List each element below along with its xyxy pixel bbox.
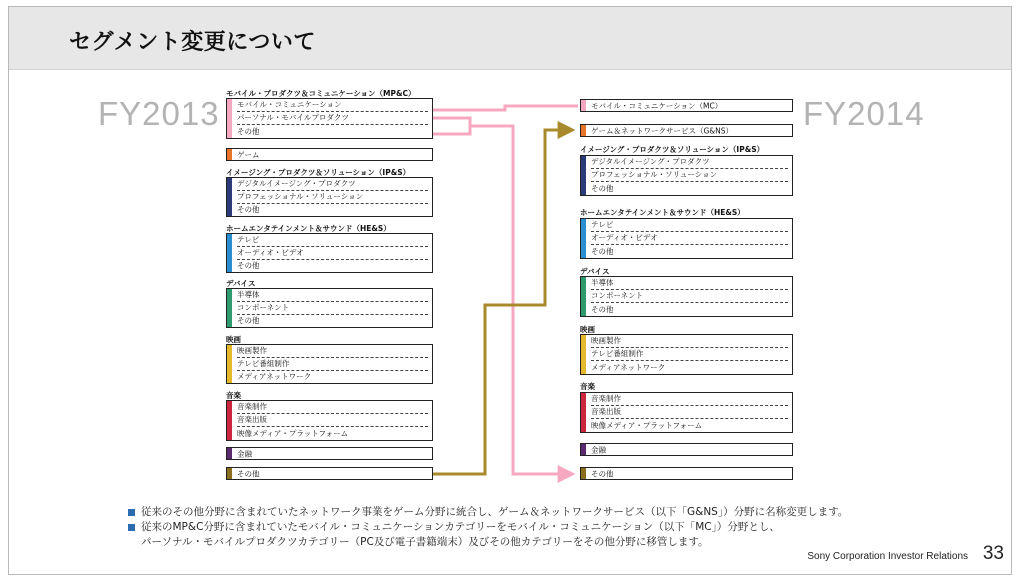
left-ips-box bbox=[226, 177, 433, 217]
left-mpc-item-3: その他 bbox=[237, 127, 260, 136]
right-devices-item-2: コンポーネント bbox=[591, 291, 644, 300]
notes bbox=[128, 505, 848, 550]
left-pictures-item-1: 映画製作 bbox=[237, 346, 267, 355]
left-pictures-label: 映画 bbox=[226, 335, 241, 344]
bullet-icon bbox=[128, 509, 135, 516]
left-devices-item-2: コンポーネント bbox=[237, 303, 290, 312]
right-music-item-1: 音楽制作 bbox=[591, 394, 621, 403]
right-hes-item-3: その他 bbox=[591, 247, 614, 256]
fy2013-label: FY2013 bbox=[98, 95, 220, 132]
left-music-item-1: 音楽制作 bbox=[237, 402, 267, 411]
left-hes-item-3: その他 bbox=[237, 261, 260, 270]
right-pictures-item-1: 映画製作 bbox=[591, 336, 621, 345]
right-ips-box bbox=[580, 155, 793, 196]
left-hes-label: ホームエンタテインメント＆サウンド（HE&S） bbox=[226, 224, 391, 233]
right-ips-item-1: デジタルイメージング・プロダクツ bbox=[591, 157, 710, 166]
left-music-label: 音楽 bbox=[226, 391, 241, 400]
left-other-box bbox=[226, 467, 433, 480]
right-hes-item-1: テレビ bbox=[591, 220, 614, 229]
right-pictures-item-3: メディアネットワーク bbox=[591, 363, 666, 372]
left-ips-label: イメージング・プロダクツ＆ソリューション（IP&S） bbox=[226, 168, 411, 177]
right-mc-box bbox=[580, 99, 793, 112]
mpc-bracket bbox=[433, 118, 470, 134]
page-number: 33 bbox=[982, 543, 1004, 564]
footer-company: Sony Corporation Investor Relations bbox=[807, 551, 968, 562]
left-music-box bbox=[226, 400, 433, 441]
left-music-item-2: 音楽出版 bbox=[237, 415, 267, 424]
right-hes-label: ホームエンタテインメント＆サウンド（HE&S） bbox=[580, 208, 745, 217]
right-gns-label: ゲーム＆ネットワークサービス（G&NS） bbox=[591, 126, 734, 135]
right-music-item-3: 映像メディア・プラットフォーム bbox=[591, 421, 703, 430]
left-pictures-box bbox=[226, 344, 433, 384]
fy2014-label: FY2014 bbox=[803, 95, 925, 132]
left-ips-item-3: その他 bbox=[237, 205, 260, 214]
left-ips-item-1: デジタルイメージング・プロダクツ bbox=[237, 179, 356, 188]
note-2-continued: パーソナル・モバイルプロダクツカテゴリー（PC及び電子書籍端末）及びその他カテゴリーをその他分野に移管します。 bbox=[141, 536, 709, 548]
right-ips-item-3: その他 bbox=[591, 184, 614, 193]
left-ips-item-2: プロフェッショナル・ソリューション bbox=[237, 192, 364, 201]
right-music-item-2: 音楽出版 bbox=[591, 407, 621, 416]
left-game-box bbox=[226, 148, 433, 161]
left-mpc-label: モバイル・プロダクツ＆コミュニケーション（MP&C） bbox=[226, 89, 416, 98]
right-devices-item-3: その他 bbox=[591, 305, 614, 314]
right-pictures-box bbox=[580, 334, 793, 375]
left-game-label: ゲーム bbox=[237, 150, 260, 159]
right-hes-box bbox=[580, 218, 793, 259]
note-1: 従来のその他分野に含まれていたネットワーク事業をゲーム分野に統合し、ゲーム＆ネットワークサービス（以下「G&NS」）分野に名称変更します。 bbox=[128, 505, 848, 520]
left-mpc-box bbox=[226, 98, 433, 139]
left-devices-item-3: その他 bbox=[237, 316, 260, 325]
left-hes-item-2: オーディオ・ビデオ bbox=[237, 248, 304, 257]
right-hes-item-2: オーディオ・ビデオ bbox=[591, 233, 658, 242]
right-other-label: その他 bbox=[591, 469, 614, 478]
right-ips-label: イメージング・プロダクツ＆ソリューション（IP&S） bbox=[580, 145, 765, 154]
right-finance-box bbox=[580, 443, 793, 456]
left-mpc-item-2: パーソナル・モバイルプロダクツ bbox=[237, 113, 349, 122]
left-hes-item-1: テレビ bbox=[237, 235, 260, 244]
left-devices-box bbox=[226, 288, 433, 328]
left-devices-label: デバイス bbox=[226, 279, 256, 288]
left-hes-box bbox=[226, 233, 433, 273]
left-finance-label: 金融 bbox=[237, 449, 252, 458]
left-devices-item-1: 半導体 bbox=[237, 290, 260, 299]
left-mpc-bar bbox=[227, 99, 232, 138]
right-other-box bbox=[580, 467, 793, 480]
right-mc-label: モバイル・コミュニケーション（MC） bbox=[591, 101, 723, 110]
right-devices-box bbox=[580, 276, 793, 317]
right-pictures-item-2: テレビ番組制作 bbox=[591, 349, 644, 358]
left-music-item-3: 映像メディア・プラットフォーム bbox=[237, 429, 349, 438]
right-music-box bbox=[580, 392, 793, 433]
right-pictures-label: 映画 bbox=[580, 325, 595, 334]
right-devices-label: デバイス bbox=[580, 267, 610, 276]
right-ips-item-2: プロフェッショナル・ソリューション bbox=[591, 170, 718, 179]
left-pictures-item-2: テレビ番組制作 bbox=[237, 359, 290, 368]
left-finance-box bbox=[226, 447, 433, 460]
note-2: 従来のMP&C分野に含まれていたモバイル・コミュニケーションカテゴリーをモバイル・コミュニケーション（以下「MC」）分野とし、 bbox=[128, 520, 848, 535]
left-mpc-item-1: モバイル・コミュニケーション bbox=[237, 100, 342, 109]
left-other-label: その他 bbox=[237, 469, 260, 478]
right-music-label: 音楽 bbox=[580, 382, 595, 391]
arrow-other-to-gns bbox=[433, 130, 572, 474]
bullet-icon bbox=[128, 524, 135, 531]
left-pictures-item-3: メディアネットワーク bbox=[237, 372, 312, 381]
right-gns-box bbox=[580, 124, 793, 137]
right-finance-label: 金融 bbox=[591, 445, 606, 454]
right-devices-item-1: 半導体 bbox=[591, 278, 614, 287]
arrow-mobile-communication-to-mc bbox=[433, 106, 578, 110]
page-title: セグメント変更について bbox=[69, 30, 316, 55]
